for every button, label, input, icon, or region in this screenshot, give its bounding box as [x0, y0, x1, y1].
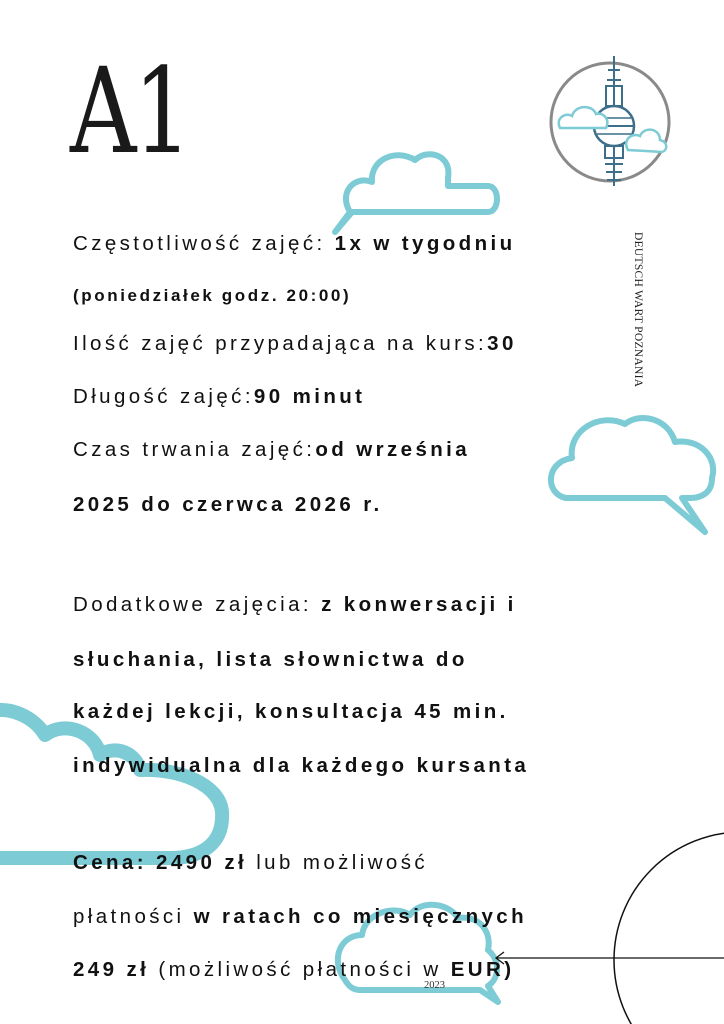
installment-amount: 249 zł — [73, 958, 150, 981]
cloud-left-icon — [0, 710, 222, 858]
label-duration: Długość zajęć: — [73, 385, 254, 408]
installments-label: płatności — [73, 905, 194, 928]
cloud-right-icon — [551, 418, 713, 532]
value-extras-2: słuchania, lista słownictwa do — [73, 648, 468, 671]
price-line-3 — [73, 958, 514, 982]
value-count: 30 — [487, 332, 517, 355]
page-title: A1 — [70, 42, 189, 180]
value-extras-3: każdej lekcji, konsultacja 45 min. — [73, 700, 509, 723]
value-schedule: (poniedziałek godz. 20:00) — [73, 286, 352, 305]
price-line-2 — [73, 905, 527, 929]
cloud-top-icon — [335, 154, 497, 232]
currency-value: EUR) — [450, 958, 515, 981]
label-frequency: Częstotliwość zajęć: — [73, 232, 335, 255]
price-value: Cena: 2490 zł — [73, 851, 248, 874]
price-option: lub możliwość — [247, 851, 428, 874]
label-extras: Dodatkowe zajęcia: — [73, 593, 322, 616]
info-line-extras-3 — [73, 700, 509, 724]
info-line-extras — [73, 593, 517, 617]
value-extras: z konwersacji i — [321, 593, 517, 616]
info-line-extras-2 — [73, 648, 468, 672]
info-line-period — [73, 438, 470, 462]
price-line-1 — [73, 851, 428, 875]
info-line-duration — [73, 385, 365, 409]
value-period: od września — [315, 438, 471, 461]
label-period: Czas trwania zajęć: — [73, 438, 316, 461]
label-count: Ilość zajęć przypadająca na kurs: — [73, 332, 488, 355]
info-line-extras-4 — [73, 754, 529, 778]
value-duration: 90 minut — [253, 385, 366, 408]
year-label: 2023 — [424, 980, 445, 991]
value-period-cont: 2025 do czerwca 2026 r. — [73, 493, 383, 516]
info-line-period-cont — [73, 493, 383, 517]
corner-circle — [614, 832, 724, 1024]
info-line-frequency — [73, 232, 516, 256]
installments-value: w ratach co miesięcznych — [193, 905, 528, 928]
value-extras-4: indywidualna dla każdego kursanta — [73, 754, 530, 777]
tv-tower-logo — [551, 56, 669, 186]
info-line-schedule — [73, 286, 351, 306]
currency-note: (możliwość płatności w — [149, 958, 451, 981]
info-line-count — [73, 332, 517, 356]
value-frequency: 1x w tygodniu — [334, 232, 516, 255]
side-brand-text: DEUTSCH WART POZNANIA — [632, 232, 644, 388]
